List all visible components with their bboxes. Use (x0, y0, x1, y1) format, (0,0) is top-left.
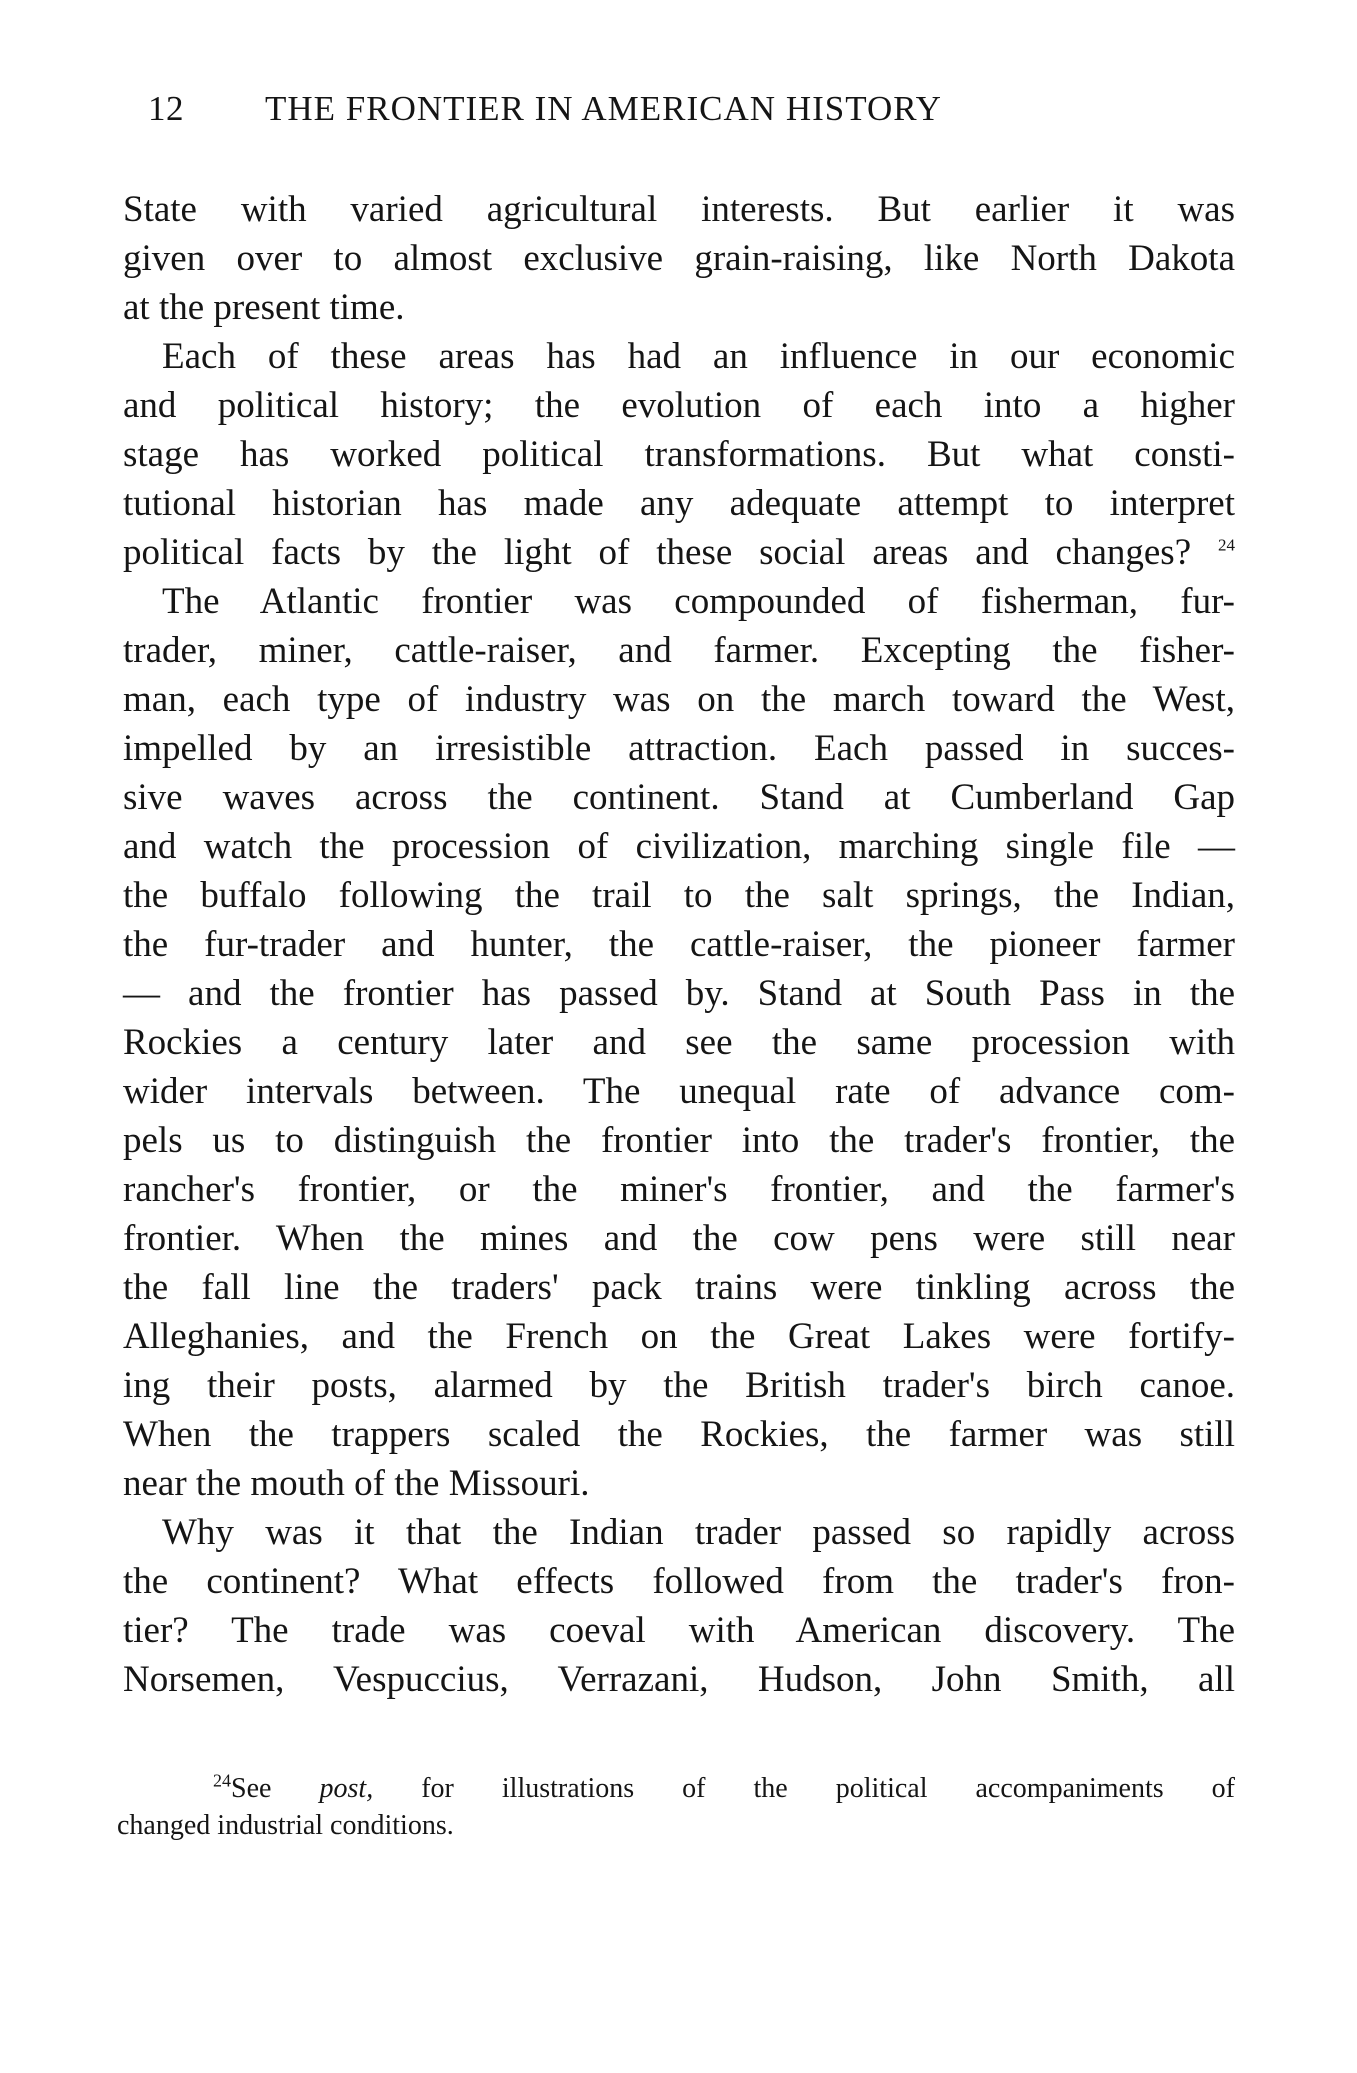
text-line: wider intervals between. The unequal rate of advance com- (123, 1071, 1235, 1112)
text-line: — and the frontier has passed by. Stand at South Pass in the (123, 973, 1235, 1014)
text-line: political facts by the light of these social areas and changes? (123, 532, 1192, 573)
text-line: Alleghanies, and the French on the Great Lakes were fortify- (123, 1316, 1235, 1357)
page-header (148, 86, 1113, 132)
running-title: THE FRONTIER IN AMERICAN HISTORY (265, 89, 942, 128)
text-line: Each of these areas has had an influence in our economic (162, 336, 1235, 377)
text-line: the fall line the traders' pack trains were tinkling across the (123, 1267, 1235, 1308)
text-line: stage has worked political transformations. But what consti- (123, 434, 1235, 475)
footnote-text: for illustrations of the political accompaniments of (421, 1773, 1236, 1804)
text-line-with-footnote-ref (123, 528, 1235, 577)
text-line: the fur-trader and hunter, the cattle-raiser, the pioneer farmer (123, 924, 1235, 965)
text-line: Norsemen, Vespuccius, Verrazani, Hudson, John Smith, all (123, 1659, 1235, 1700)
text-line: and political history; the evolution of each into a higher (123, 385, 1235, 426)
footnote-number: 24 (213, 1770, 232, 1791)
text-line: State with varied agricultural interests. But earlier it was (123, 189, 1235, 230)
footnote-post: post, (319, 1773, 374, 1804)
footnote-line (117, 1770, 1235, 1807)
text-line: When the trappers scaled the Rockies, the farmer was still (123, 1414, 1235, 1455)
body-text (123, 185, 1235, 1704)
text-line: trader, miner, cattle-raiser, and farmer. Excepting the fisher- (123, 630, 1235, 671)
footnote-reference: 24 (1218, 535, 1236, 555)
text-line: The Atlantic frontier was compounded of fisherman, fur- (162, 581, 1235, 622)
footnote-see: See (231, 1773, 272, 1804)
text-line: tutional historian has made any adequate attempt to interpret (123, 483, 1235, 524)
text-line: and watch the procession of civilization, marching single file — (123, 826, 1235, 867)
text-line: frontier. When the mines and the cow pens were still near (123, 1218, 1235, 1259)
text-line: near the mouth of the Missouri. (123, 1463, 590, 1504)
text-line: Rockies a century later and see the same procession with (123, 1022, 1235, 1063)
text-line: impelled by an irresistible attraction. Each passed in succes- (123, 728, 1235, 769)
text-line: man, each type of industry was on the march toward the West, (123, 679, 1235, 720)
text-line: tier? The trade was coeval with American discovery. The (123, 1610, 1235, 1651)
footnote (117, 1770, 1235, 1844)
text-line: sive waves across the continent. Stand at Cumberland Gap (123, 777, 1235, 818)
text-line: the buffalo following the trail to the salt springs, the Indian, (123, 875, 1235, 916)
text-line: Why was it that the Indian trader passed so rapidly across (162, 1512, 1235, 1553)
text-line: ing their posts, alarmed by the British trader's birch canoe. (123, 1365, 1235, 1406)
text-line: given over to almost exclusive grain-raising, like North Dakota (123, 238, 1235, 279)
text-line: rancher's frontier, or the miner's frontier, and the farmer's (123, 1169, 1235, 1210)
footnote-line: changed industrial conditions. (117, 1810, 454, 1841)
text-line: pels us to distinguish the frontier into the trader's frontier, the (123, 1120, 1235, 1161)
page-number: 12 (148, 89, 184, 128)
text-line: at the present time. (123, 287, 405, 328)
text-line: the continent? What effects followed from the trader's fron- (123, 1561, 1235, 1602)
